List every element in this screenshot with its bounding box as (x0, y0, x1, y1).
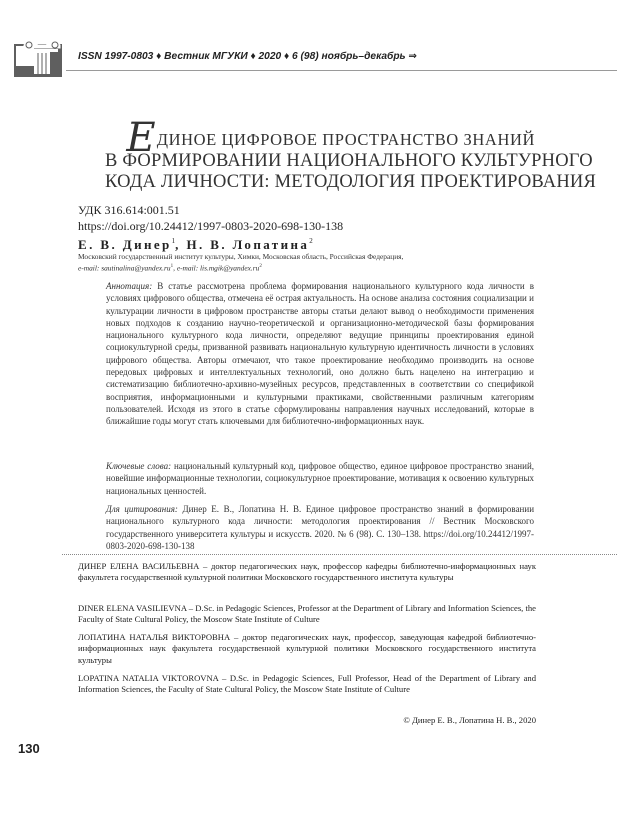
title-line-2: В ФОРМИРОВАНИИ НАЦИОНАЛЬНОГО КУЛЬТУРНОГО (105, 151, 593, 171)
dotted-divider (62, 554, 617, 555)
keywords (106, 460, 534, 497)
title-line-3: КОДА ЛИЧНОСТИ: МЕТОДОЛОГИЯ ПРОЕКТИРОВАНИЯ (105, 172, 596, 192)
bio-text: – доктор педагогических наук, профессор кафедры библиотечно-информационных наук факультета государственной культурной политики Московского государственного института культуры (78, 561, 536, 583)
keywords-text: национальный культурный код, цифровое общество, единое цифровое пространство знаний, новейшие информационные технологии, социокультурное проектирование, мотивация к освоению культурных национальных ценностей. (106, 461, 535, 496)
article-title (105, 115, 596, 193)
affiliation-line: Московский государственный институт культуры, Химки, Московская область, Российская Федерация, (78, 252, 404, 261)
header-rule (66, 70, 617, 71)
bio-name: ДИНЕР ЕЛЕНА ВАСИЛЬЕВНА (78, 561, 200, 571)
citation-text: Динер Е. В., Лопатина Н. В. Единое цифровое пространство знаний в формировании национального культурного кода личности: методология проектирования // Вестник Московского государственного университета культуры и искусств. 2020. № 6 (98). С. 130–138. https://doi.org/10.24412/1997-0803-2020-698-130-138 (106, 504, 535, 551)
page-number: 130 (18, 741, 40, 756)
abstract-text: В статье рассмотрена проблема формирования национального культурного кода личности в условиях цифрового общества, отмечена её острая актуальность. На основе анализа состояния социализации и культурации личности в цифровом пространстве авторы статьи делают вывод о необходимости применения новых подходов к созданию научно-теоретической и организационно-методической базы формирования национального культурного кода личности, определяют ведущие принципы проектирования единой социокультурной среды, призванной развивать национальную культурную идентичность личности в условиях цифрового общества. Авторы отмечают, что такое проектирование необходимо производить на основе передовых цифровых и интеллектуальных технологий, оно должно быть нацелено на интеграцию и систематизацию библиотечно-архивно-музейных ресурсов, представленных в соответствии со спецификой восприятия, информационными и культурными практиками, свойственными различным категориям пользователей. Исходя из этого в статье сформулированы направления научных исследований, которые в ближайшие годы могут стать ключевыми для библиотечно-информационных наук. (106, 281, 534, 427)
email-1[interactable]: e-mail: sautinalina@yandex.ru (78, 263, 171, 273)
bio-name: ЛОПАТИНА НАТАЛЬЯ ВИКТОРОВНА (78, 632, 231, 642)
bio-name: LOPATINA NATALIA VIKTOROVNA (78, 673, 219, 683)
bio-item (78, 673, 536, 696)
citation (106, 503, 534, 552)
bio-item (78, 561, 536, 584)
citation-label: Для цитирования: (106, 504, 178, 514)
title-line-1 (105, 115, 535, 161)
email-1-sup: 1 (170, 264, 174, 269)
keywords-label: Ключевые слова: (106, 461, 172, 471)
bio-text: – D.Sc. in Pedagogic Sciences, Professor at the Department of Library and Information Sciences, the Faculty of State Cultural Policy, the Moscow State Institute of Culture (78, 603, 536, 625)
abstract (106, 280, 534, 428)
affiliation (78, 252, 403, 273)
journal-header: ISSN 1997-0803 ♦ Вестник МГУКИ ♦ 2020 ♦ 6 (98) ноябрь–декабрь ⇒ (78, 51, 417, 62)
copyright-notice: © Динер Е. В., Лопатина Н. В., 2020 (403, 715, 536, 725)
bio-text: – D.Sc. in Pedagogic Sciences, Full Professor, Head of the Department of Library and Information Sciences, the Faculty of State Cultural Policy, the Moscow State Institute of Culture (78, 673, 536, 695)
bio-item (78, 603, 536, 626)
authors-separator: , (175, 237, 187, 252)
doi-link[interactable]: https://doi.org/10.24412/1997-0803-2020-698-130-138 (78, 219, 344, 233)
email-separator: , (173, 263, 177, 273)
bio-name: DINER ELENA VASILIEVNA (78, 603, 187, 613)
bio-text: – доктор педагогических наук, профессор, заведующая кафедрой библиотечно-информационных наук факультета государственной культурной политики Московского государственного института культуры (78, 632, 536, 665)
title-drop-letter: Е (126, 115, 156, 161)
affiliation-emails (78, 262, 403, 273)
author-2: Н. В. Лопатина (186, 237, 310, 252)
abstract-label: Аннотация: (106, 281, 153, 291)
author-2-sup: 2 (309, 237, 313, 245)
bio-item (78, 632, 536, 666)
author-1-sup: 1 (171, 237, 176, 245)
email-2[interactable]: e-mail: lis.mgik@yandex.ru (176, 263, 260, 273)
authors-line (78, 237, 313, 253)
udc-code: УДК 316.614:001.51 (78, 203, 180, 217)
email-2-sup: 2 (259, 264, 262, 269)
title-line-1-text: ДИНОЕ ЦИФРОВОЕ ПРОСТРАНСТВО ЗНАНИЙ (156, 130, 535, 149)
author-1: Е. В. Динер (78, 237, 172, 252)
column-capital-icon (20, 37, 64, 77)
